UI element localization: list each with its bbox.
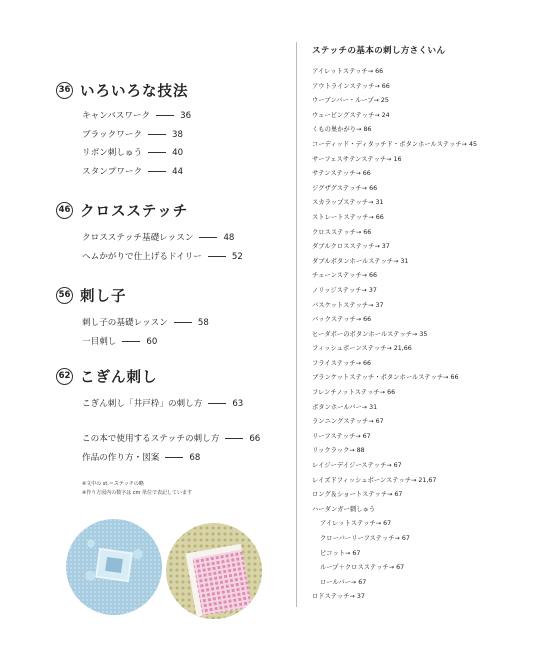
toc-item-label: 一目刺し [82, 336, 117, 347]
section-cross-stitch [56, 198, 243, 266]
toc-item-label: こぎん刺し「井戸枠」の刺し方 [82, 399, 203, 409]
stitch-index-entry[interactable]: リーフステッチ→ 67 [312, 432, 371, 440]
stitch-index-entry[interactable]: サテンステッチ→ 66 [312, 170, 371, 178]
section-kogin [56, 364, 243, 414]
stitch-index-entry[interactable]: アウトラインステッチ→ 66 [312, 82, 390, 90]
toc-item-page: 68 [189, 453, 201, 463]
toc-item[interactable] [82, 229, 243, 248]
stitch-index [312, 44, 532, 605]
stitch-index-entry[interactable]: ブランケットステッチ・ボタンホールステッチ→ 66 [312, 374, 459, 382]
stitch-index-entry[interactable]: サーフェスサテンステッチ→ 16 [312, 155, 402, 163]
toc-item-label: スタンプワーク [82, 166, 143, 177]
stitch-index-entry[interactable]: アイレットステッチ→ 67 [320, 520, 392, 528]
toc-item-label: 作品の作り方・図案 [82, 453, 160, 463]
toc-item-label: この本で使用するステッチの刺し方 [82, 434, 220, 444]
hardanger-photo [66, 519, 166, 619]
stitch-index-entry[interactable]: ランニングステッチ→ 67 [312, 418, 384, 426]
toc-item[interactable] [82, 395, 243, 414]
section-header [56, 198, 243, 222]
stitch-index-entry[interactable]: スカラップステッチ→ 31 [312, 199, 384, 207]
kogin-photo [166, 519, 266, 619]
toc-item-page: 60 [146, 336, 158, 347]
section-header [56, 78, 191, 102]
column-divider [296, 42, 297, 607]
stitch-index-entry[interactable]: バックステッチ→ 66 [312, 316, 372, 324]
toc-item[interactable] [82, 333, 209, 352]
stitch-index-entry[interactable]: ロドステッチ→ 37 [312, 593, 365, 601]
toc-item-page: 40 [172, 148, 184, 158]
stitch-index-entry[interactable]: ピコット→ 67 [320, 549, 361, 557]
toc-item-page: 38 [172, 129, 183, 140]
section-sashiko [56, 283, 209, 351]
toc-item-label: クロスステッチ基礎レッスン [82, 233, 194, 243]
toc-item[interactable] [82, 163, 191, 182]
stitch-index-entry[interactable]: レイジーデイジーステッチ→ 67 [312, 462, 402, 470]
footnote: ※文中の st.＝ステッチの略 [82, 481, 144, 487]
toc-item-label: ヘムかがりで仕上げるドイリー [82, 251, 202, 262]
section-header [56, 283, 209, 307]
stitch-index-entry[interactable]: ウーブンバー・ループ→ 25 [312, 97, 389, 105]
toc-item-page: 63 [232, 399, 244, 409]
toc-item-page: 52 [231, 251, 243, 262]
embroidery-photos [66, 519, 266, 619]
toc-item-page: 66 [249, 434, 261, 444]
section-page-number: 36 [56, 82, 73, 99]
section-page-number: 46 [56, 202, 73, 219]
toc-item[interactable] [82, 248, 243, 267]
stitch-index-entry[interactable]: フライステッチ→ 66 [312, 359, 371, 367]
toc-item[interactable] [82, 144, 191, 163]
stitch-index-list [312, 65, 532, 605]
stitch-index-entry[interactable]: コーディッド・ディタッチド・ボタンホールステッチ→ 45 [312, 140, 477, 148]
stitch-index-entry[interactable]: ジグザグステッチ→ 66 [312, 184, 378, 192]
stitch-index-entry[interactable]: ストレートステッチ→ 66 [312, 213, 384, 221]
stitch-index-entry[interactable]: ハーダンガー刺しゅう [312, 505, 376, 513]
stitch-index-entry[interactable]: クロスステッチ→ 66 [312, 228, 372, 236]
stitch-index-entry[interactable]: ウェービングステッチ→ 24 [312, 111, 390, 119]
section-page-number: 62 [56, 368, 73, 385]
stitch-index-entry[interactable]: ダブルクロスステッチ→ 37 [312, 243, 390, 251]
stitch-index-entry[interactable]: ロールバー→ 67 [320, 578, 367, 586]
section-header [56, 364, 243, 388]
toc-item[interactable] [82, 430, 260, 449]
section-title: 刺し子 [80, 288, 127, 305]
stitch-index-entry[interactable]: ダブルボタンホールステッチ→ 31 [312, 257, 409, 265]
section-various-techniques [56, 78, 191, 181]
toc-item[interactable] [82, 107, 191, 126]
toc-item-label: リボン刺しゅう [82, 148, 143, 158]
toc-item-page: 36 [180, 111, 192, 121]
stitch-index-title: ステッチの基本の刺し方さくいん [312, 46, 446, 56]
toc-item[interactable] [82, 314, 209, 333]
section-page-number: 56 [56, 287, 73, 304]
stitch-index-entry[interactable]: フレンチノットステッチ→ 66 [312, 389, 396, 397]
toc-item[interactable] [82, 126, 191, 145]
stitch-index-entry[interactable]: ループ＋クロスステッチ→ 67 [320, 564, 405, 572]
stitch-index-entry[interactable]: ボタンホールバー→ 31 [312, 403, 378, 411]
section-title: いろいろな技法 [80, 83, 189, 100]
toc-item-page: 58 [197, 318, 209, 328]
stitch-index-entry[interactable]: ノリッジステッチ→ 37 [312, 286, 377, 294]
section-title: クロスステッチ [80, 203, 189, 220]
toc-item-page: 44 [172, 166, 184, 177]
stitch-index-entry[interactable]: フィッシュボーンステッチ→ 21,66 [312, 345, 412, 353]
stitch-index-entry[interactable]: アイレットステッチ→ 66 [312, 68, 384, 75]
toc-item-label: キャンバスワーク [82, 111, 151, 121]
footnote: ※作り方図内の数字は cm 単位で表記しています [82, 490, 192, 496]
stitch-index-entry[interactable]: チェーンステッチ→ 66 [312, 272, 378, 280]
toc-item[interactable] [82, 449, 200, 468]
stitch-index-entry[interactable]: クローバーリーフステッチ→ 67 [320, 535, 410, 542]
stitch-index-entry[interactable]: バスケットステッチ→ 37 [312, 301, 384, 309]
stitch-index-entry[interactable]: リックラック→ 88 [312, 447, 365, 455]
toc-item-label: 刺し子の基礎レッスン [82, 318, 168, 328]
section-title: こぎん刺し [80, 369, 158, 386]
stitch-index-entry[interactable]: ヒーダボーのボタンホールステッチ→ 35 [312, 330, 428, 338]
stitch-index-entry[interactable]: くもの巣かがり→ 86 [312, 126, 372, 134]
toc-item-label: ブラックワーク [82, 129, 142, 140]
stitch-index-entry[interactable]: レイズドフィッシュボーンステッチ→ 21,67 [312, 476, 437, 484]
stitch-index-entry[interactable]: ロング＆ショートステッチ→ 67 [312, 491, 403, 499]
toc-item-page: 48 [223, 233, 235, 243]
